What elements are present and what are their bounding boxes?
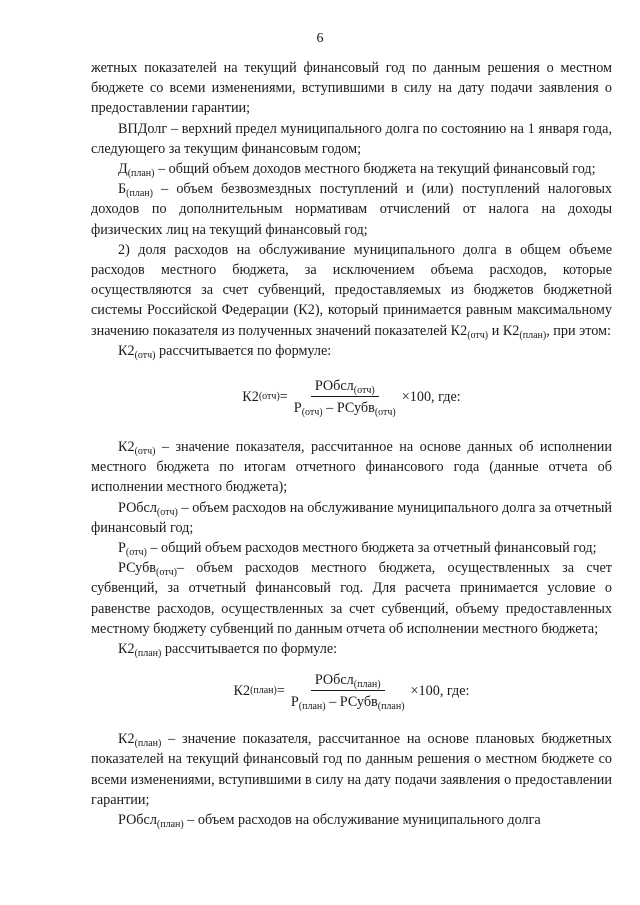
formula-intro-otch [91,341,612,361]
subscript: (отч) [374,407,396,419]
symbol: К2 [118,731,135,748]
symbol: Б [118,181,127,198]
subscript: (план) [156,819,184,831]
formula-k2-plan: К2 (план) = $\frac{РОбсл_{(план)}}{Р_{(план)} - РСубв_{(план)}}$ ×100, где: [233,672,470,713]
formula-tail: ×100, где: [410,683,470,700]
minus-sign: – [325,694,340,711]
symbol: Р [118,540,126,557]
definition-vpdolg: ВПДолг – верхний предел муниципального долга по состоянию на 1 января года, следующего за текущим финансовым годом; [91,120,612,157]
definition-rsubv-otch [91,558,612,639]
symbol: К2 [118,342,135,359]
formula-tail: ×100, где: [401,389,461,406]
definition-text: – объем безвозмездных поступлений и (или) поступлений налоговых доходов по дополнительным нормативам отчислений от налога на доходы физических лиц на текущий финансовый год; [91,181,612,238]
numerator [311,671,385,691]
denominator [290,397,400,417]
symbol: К2 [118,439,135,456]
subscript: (отч) [467,329,489,341]
denominator [287,691,409,711]
subscript: (план) [127,168,155,180]
definition-k2-plan [91,729,612,810]
page-number: 6 [316,31,324,46]
definition-text: – объем расходов на обслуживание муниципального долга [183,812,541,829]
definition-text: – объем расходов местного бюджета, осуществленных за счет субвенций, за отчетный финансовый год. Для расчета принимается условие о равенстве расходов, осуществленных за счет субвенций, объему предоставленных местному бюджету субвенций по данным отчета об исполнении местного бюджета; [91,560,612,637]
subscript: (план) [298,701,326,713]
subscript: (план) [134,648,162,660]
numerator [311,377,379,397]
fraction [290,377,400,417]
symbol: РСубв [118,560,156,577]
subscript: (план) [377,701,405,713]
denominator-symbol: РСубв [336,400,375,417]
symbol: Д [118,161,128,178]
subscript: (отч) [301,407,323,419]
paragraph-continuation: жетных показателей на текущий финансовый год по данным решения о местном бюджете со всеми изменениями, вступившими в силу на дату подачи заявления о предоставлении гарантии; [91,60,612,117]
subscript: (отч) [353,385,375,397]
minus-sign: – [322,400,337,417]
subscript: (отч) [125,547,147,559]
definition-text: – значение показателя, рассчитанное на основе плановых бюджетных показателей на текущий финансовый год по данным решения о местном бюджете со всеми изменениями, вступившими в силу на дату подачи заявления о предоставлении гарантии; [91,731,612,808]
symbol: К2 [118,641,135,658]
numerator-symbol: РОбсл [314,672,354,689]
symbol: РОбсл [118,812,157,829]
definition-text: – объем расходов на обслуживание муниципального долга за отчетный финансовый год; [91,499,612,536]
equals-sign: = [279,389,288,406]
definition-r-otch [91,538,612,558]
definition-robsl-plan [91,810,612,830]
numerator-symbol: РОбсл [314,378,354,395]
paragraph-text: и [488,322,503,339]
paragraph-text: , при этом: [546,322,611,339]
denominator-symbol: РСубв [339,694,378,711]
symbol: К2 [502,322,520,339]
formula-lhs: К2 [242,389,259,406]
subscript: (отч) [156,506,178,518]
symbol: РОбсл [118,499,157,516]
definition-text: – общий объем доходов местного бюджета на текущий финансовый год; [154,161,596,178]
definition-text: – общий объем расходов местного бюджета за отчетный финансовый год; [146,540,597,557]
subscript: (план) [134,738,162,750]
subscript: (отч) [134,446,156,458]
paragraph-k2-share [91,240,612,341]
subscript: (план) [353,679,381,691]
denominator-symbol: Р [293,400,302,417]
definition-b-plan [91,179,612,240]
denominator-symbol: Р [290,694,299,711]
fraction [287,671,409,711]
paragraph-text: рассчитывается по формуле: [161,641,338,658]
definition-k2-otch [91,437,612,498]
subscript: (план) [519,329,547,341]
definition-robsl-otch [91,498,612,538]
formula-intro-plan [91,639,612,659]
subscript: (отч) [156,567,177,579]
subscript: (отч) [134,349,156,361]
equals-sign: = [276,683,285,700]
paragraph-text: рассчитывается по формуле: [155,342,332,359]
subscript: (план) [126,188,153,200]
document-body [91,58,612,830]
paragraph-text: 2) доля расходов на обслуживание муниципального долга в общем объеме расходов местного бюджета, за исключением объема расходов, которые осуществляются за счет субвенций, предоставляемых из бюджетов бюджетной системы Российской Федерации (К2), который принимается равным максимальному значению показателя из полученных значений показателей [91,241,612,339]
formula-k2-otch: К2 (отч) = $\frac{РОбсл_{(отч)}}{Р_{(отч)} - РСубв_{(отч)}}$ ×100, где: [242,378,461,419]
definition-text: – значение показателя, рассчитанное на основе данных об исполнении местного бюджета по итогам отчетного финансового года (данные отчета об исполнении местного бюджета); [91,439,612,496]
formula-lhs: К2 [233,683,251,700]
definition-d-plan [91,159,612,179]
symbol: К2 [450,322,468,339]
